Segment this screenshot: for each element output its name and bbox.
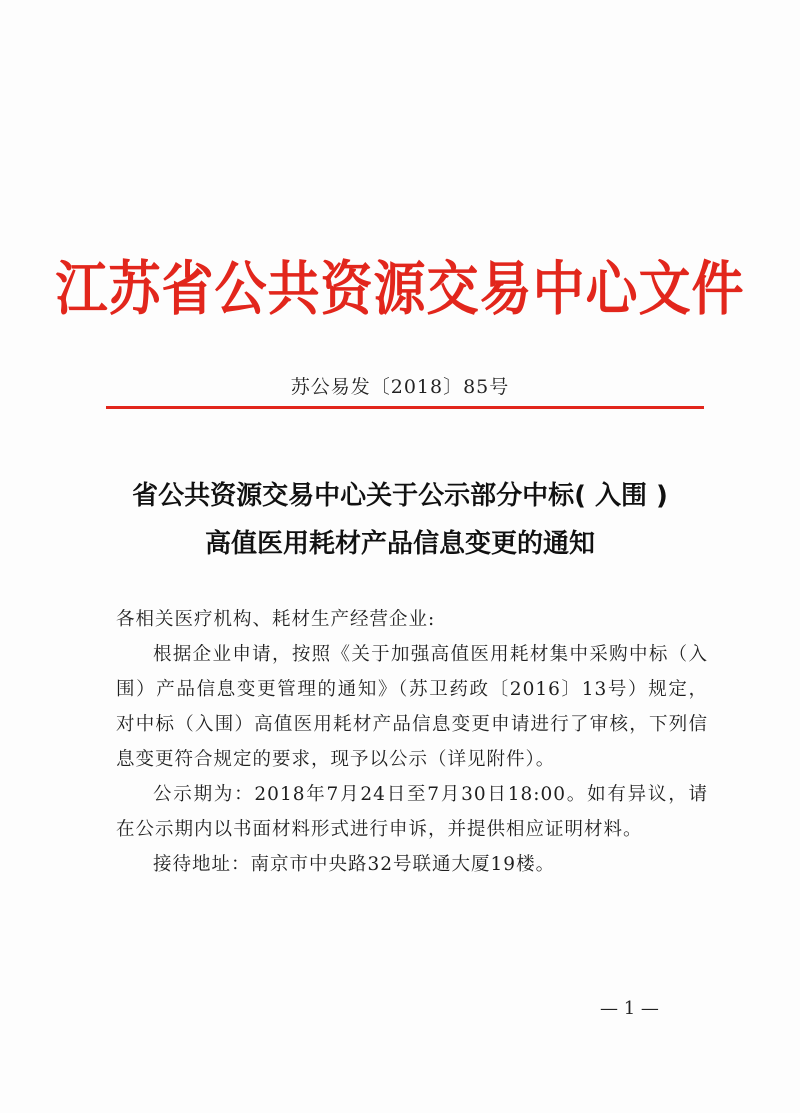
notice-title	[0, 472, 800, 568]
salutation: 各相关医疗机构、耗材生产经营企业:	[116, 609, 436, 630]
notice-title-line-2: 高值医用耗材产品信息变更的通知	[204, 529, 595, 559]
issuer-header: 江苏省公共资源交易中心文件	[55, 256, 745, 324]
paragraph-basis: 根据企业申请，按照《关于加强高值医用耗材集中采购中标（入围）产品信息变更管理的通知》（苏卫药政〔2016〕13号）规定，对中标（入围）高值医用耗材产品信息变更申请进行了审核，下列信息变更符合规定的要求，现予以公示（详见附件）。	[116, 644, 708, 770]
red-divider-line	[106, 406, 704, 409]
notice-body	[116, 602, 708, 882]
page-number: — 1 —	[600, 998, 659, 1019]
notice-title-line-1: 省公共资源交易中心关于公示部分中标( 入围 )	[132, 481, 668, 511]
document-number: 苏公易发〔2018〕85号	[290, 376, 510, 398]
paragraph-address: 接待地址：南京市中央路32号联通大厦19楼。	[153, 854, 556, 875]
paragraph-period: 公示期为：2018年7月24日至7月30日18:00。如有异议，请在公示期内以书面材料形式进行申诉，并提供相应证明材料。	[116, 784, 708, 840]
